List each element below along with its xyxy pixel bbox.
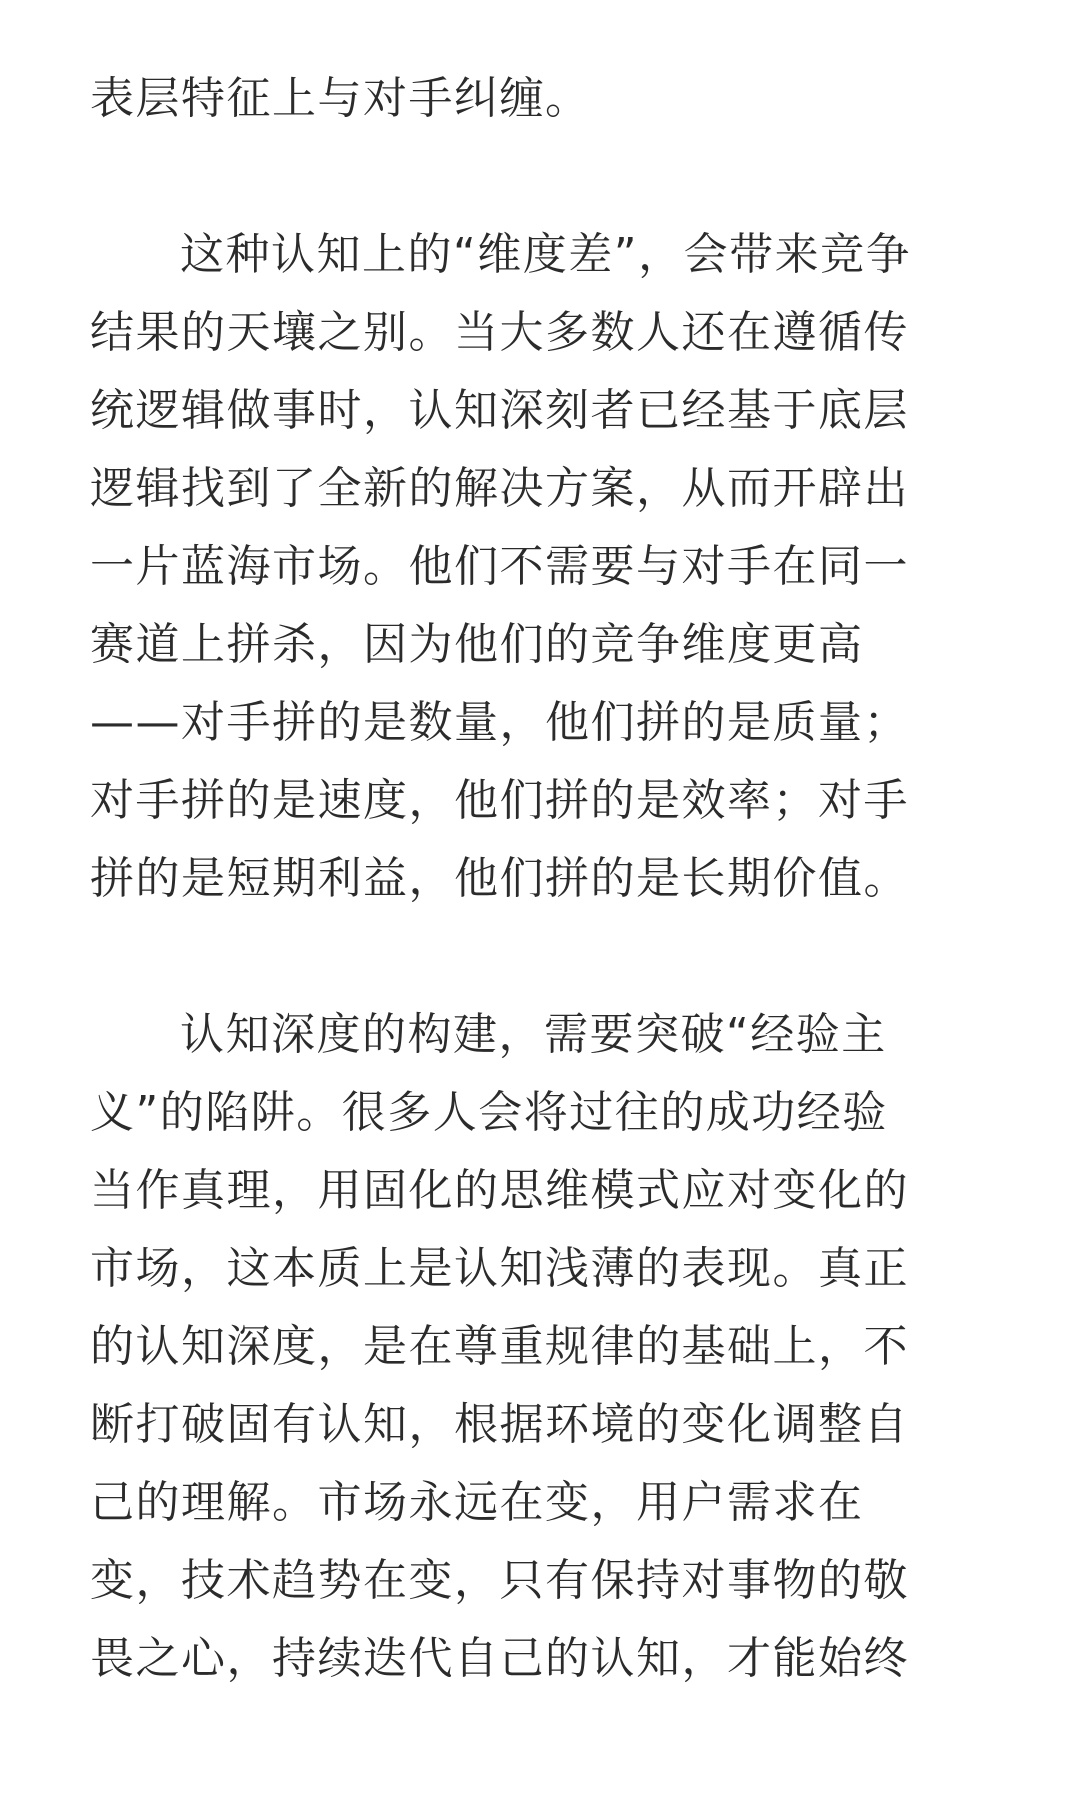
text-line: 这种认知上的“维度差”，会带来竞争	[180, 229, 912, 280]
text-line: 一片蓝海市场。他们不需要与对手在同一	[90, 541, 909, 592]
text-line: 市场，这本质上是认知浅薄的表现。真正	[90, 1243, 909, 1294]
text-line: 结果的天壤之别。当大多数人还在遵循传	[90, 307, 909, 358]
text-line: 断打破固有认知，根据环境的变化调整自	[90, 1399, 909, 1450]
paragraph	[90, 60, 990, 138]
text-line: 己的理解。市场永远在变，用户需求在	[90, 1477, 864, 1528]
text-line: 畏之心，持续迭代自己的认知，才能始终	[90, 1633, 909, 1684]
paragraph	[90, 996, 990, 1698]
text-line: 统逻辑做事时，认知深刻者已经基于底层	[90, 385, 909, 436]
text-line: 赛道上拼杀，因为他们的竞争维度更高	[90, 619, 864, 670]
text-line: 认知深度的构建，需要突破“经验主	[180, 1009, 887, 1060]
text-line: ——对手拼的是数量，他们拼的是质量；	[90, 697, 909, 748]
paragraph	[90, 216, 990, 918]
text-line: 对手拼的是速度，他们拼的是效率；对手	[90, 775, 909, 826]
text-line: 表层特征上与对手纠缠。	[90, 73, 591, 124]
text-line: 逻辑找到了全新的解决方案，从而开辟出	[90, 463, 909, 514]
article-body	[90, 60, 990, 1698]
text-line: 变，技术趋势在变，只有保持对事物的敬	[90, 1555, 909, 1606]
paragraph-spacer	[90, 138, 990, 216]
text-line: 义”的陷阱。很多人会将过往的成功经验	[90, 1087, 888, 1138]
text-line: 当作真理，用固化的思维模式应对变化的	[90, 1165, 909, 1216]
paragraph-spacer	[90, 918, 990, 996]
text-line: 拼的是短期利益，他们拼的是长期价值。	[90, 853, 909, 904]
text-line: 的认知深度，是在尊重规律的基础上，不	[90, 1321, 909, 1372]
